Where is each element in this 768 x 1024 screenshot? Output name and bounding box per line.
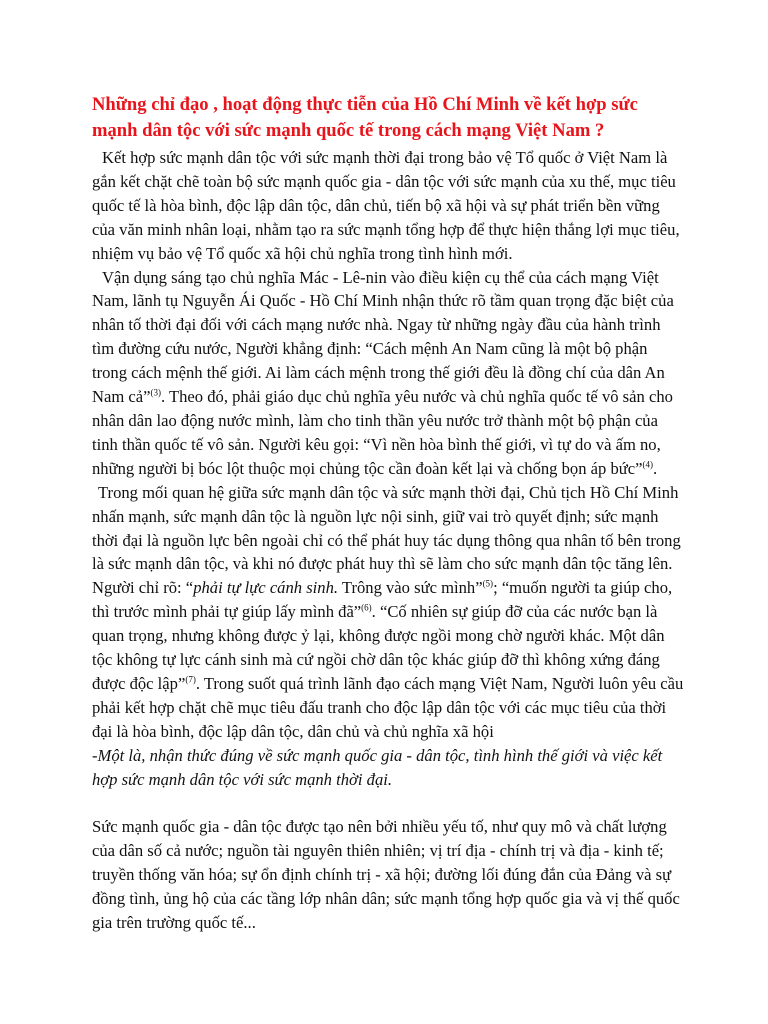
paragraph-3-text-d: . “Cố nhiên sự giúp đỡ của các nước bạn là quan trọng, nhưng không được ỷ lại, không được ngồi mong chờ người khác. Một dân tộc không tự lực cánh sinh mà cứ ngồi chờ dân tộc khác giúp đỡ thì không xứng đáng được độc lập” (92, 602, 665, 693)
section-heading-italic: -Một là, nhận thức đúng về sức mạnh quốc gia - dân tộc, tình hình thế giới và việc kết hợp sức mạnh dân tộc với sức mạnh thời đại. (92, 745, 663, 789)
document-page (92, 92, 684, 935)
paragraph-3-italic-quote: phải tự lực cánh sinh. (193, 578, 339, 598)
footnote-ref-4: (4) (642, 459, 653, 470)
paragraph-3-text-e: . Trong suốt quá trình lãnh đạo cách mạng Việt Nam, Người luôn yêu cầu phải kết hợp chặt chẽ mục tiêu đấu tranh cho độc lập dân tộc với các mục tiêu của thời đại là hòa bình, độc lập dân tộc, dân chủ và chủ nghĩa xã hội (92, 673, 684, 741)
paragraph-5: Sức mạnh quốc gia - dân tộc được tạo nên bởi nhiều yếu tố, như quy mô và chất lượng của dân số cả nước; nguồn tài nguyên thiên nhiên; vị trí địa - chính trị và địa - kinh tế; truyền thống văn hóa; sự ổn định chính trị - xã hội; đường lối đúng đắn của Đảng và sự đồng tình, ủng hộ của các tầng lớp nhân dân; sức mạnh tổng hợp quốc gia và vị thế quốc gia trên trường quốc tế... (92, 817, 680, 933)
paragraph-3-text-b: Trông vào sức mình” (338, 578, 483, 598)
footnote-ref-5: (5) (482, 578, 494, 589)
footnote-ref-7: (7) (185, 674, 196, 685)
paragraph-2 (92, 266, 684, 481)
paragraph-2-text-c: . (653, 458, 658, 478)
paragraph-1: Kết hợp sức mạnh dân tộc với sức mạnh thời đại trong bảo vệ Tổ quốc ở Việt Nam là gắn kết chặt chẽ toàn bộ sức mạnh quốc gia - dân tộc với sức mạnh của xu thế, mục tiêu quốc tế là hòa bình, độc lập dân tộc, dân chủ, tiến bộ xã hội và sự phát triển bền vững của văn minh nhân loại, nhằm tạo ra sức mạnh tổng hợp để thực hiện thắng lợi mục tiêu, nhiệm vụ bảo vệ Tổ quốc xã hội chủ nghĩa trong tình hình mới. (92, 148, 680, 263)
paragraph-2-text-b: . Theo đó, phải giáo dục chủ nghĩa yêu nước và chủ nghĩa quốc tế vô sản cho nhân dân lao động nước mình, làm cho tinh thần yêu nước trở thành một bộ phận của tinh thần quốc tế vô sản. Người kêu gọi: “Vì nền hòa bình thế giới, vì tự do và ấm no, những người bị bóc lột thuộc mọi chủng tộc cần đoàn kết lại và chống bọn áp bức” (92, 387, 673, 478)
paragraph-3-text-a: Trong mối quan hệ giữa sức mạnh dân tộc và sức mạnh thời đại, Chủ tịch Hồ Chí Minh nhấn mạnh, sức mạnh dân tộc là nguồn lực nội sinh, giữ vai trò quyết định; sức mạnh thời đại là nguồn lực bên ngoài chỉ có thể phát huy tác dụng thông qua nhân tố bên trong là sức mạnh dân tộc, và khi nó được phát huy thì sẽ làm cho sức mạnh dân tộc tăng lên. Người chỉ rõ: “ (92, 482, 681, 598)
footnote-ref-6: (6) (361, 602, 372, 613)
footnote-ref-3: (3) (150, 387, 161, 398)
document-title: Những chỉ đạo , hoạt động thực tiễn của Hồ Chí Minh về kết hợp sức mạnh dân tộc với sức mạnh quốc tế trong cách mạng Việt Nam ? (92, 94, 638, 141)
blank-line (92, 791, 684, 815)
paragraph-3-text-c: ; “muốn người ta giúp cho, thì trước mình phải tự giúp lấy mình đã” (92, 578, 673, 622)
paragraph-3 (92, 481, 684, 744)
paragraph-2-text-a: Vận dụng sáng tạo chủ nghĩa Mác - Lê-nin vào điều kiện cụ thể của cách mạng Việt Nam, lãnh tụ Nguyễn Ái Quốc - Hồ Chí Minh nhận thức rõ tầm quan trọng đặc biệt của nhân tố thời đại đối với cách mạng nước nhà. Ngay từ những ngày đầu của hành trình tìm đường cứu nước, Người khẳng định: “Cách mệnh An Nam cũng là một bộ phận trong cách mệnh thế giới. Ai làm cách mệnh trong thế giới đều là đồng chí của dân An Nam cả” (92, 267, 674, 407)
